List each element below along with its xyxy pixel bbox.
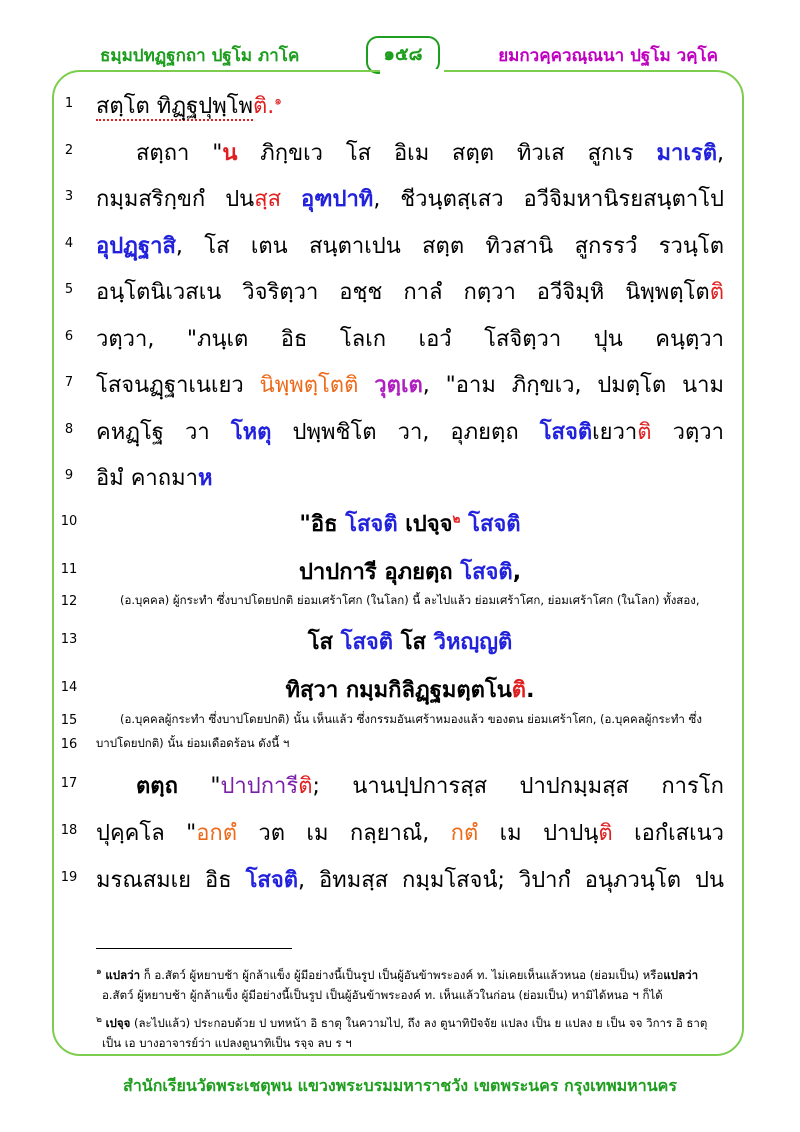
footnote-2: $^๒$ เปจฺจ (ละไปแล้ว) ประกอบด้วย ป บทหน้า อิ ธาตุ ในความไป, ถึง ลง ตูนาทิปัจจัย แปลง เป็น ย แปลง ย เป็น จจ วิการ อิ ธาตุ เป็น เอ บางอาจารย์ว่า แปลงตูนาทิเป็น รจฺจ ลบ ร ฯ [96,1015,708,1050]
underlined-text: สตฺโต ทิฏฺฐปุพฺโพ [96,94,254,119]
line-number: 1 [64,96,74,111]
page-number: ๑๕๘ [366,36,440,74]
footnote-ref-1[interactable]: ๑ [274,93,282,108]
page-footer: สำนักเรียนวัดพระเชตุพน แขวงพระบรมมหาราชวัง เขตพระนคร กรุงเทพมหานคร [123,1076,677,1095]
header-left-title: ธมฺมปทฏฺฐกถา ปฐโม ภาโค [100,46,300,66]
header-right-title: ยมกวคฺควณฺณนา ปฐโม วคฺโค [498,46,718,66]
footnote-1: $^๑$ แปลว่า ก็ อ.สัตว์ ผู้หยาบช้า ผู้กล้าแข็ง ผู้มีอย่างนี้เป็นรูป เป็นผู้อันข้าพระองค์ ท. ไม่เคยเห็นแล้วหนอ (ย่อมเป็น) หรือแปลว่า อ.สัตว์ ผู้หยาบช้า ผู้กล้าแข็ง ผู้มีอย่างนี้เป็นรูป เป็นผู้อันข้าพระองค์ ท. เห็นแล้วในก่อน (ย่อมเป็น) หามิได้หนอ ฯ ก็ได้ [96,967,699,1002]
footnote-divider [96,948,292,949]
footnote-ref-2[interactable]: ๒ [452,511,461,526]
